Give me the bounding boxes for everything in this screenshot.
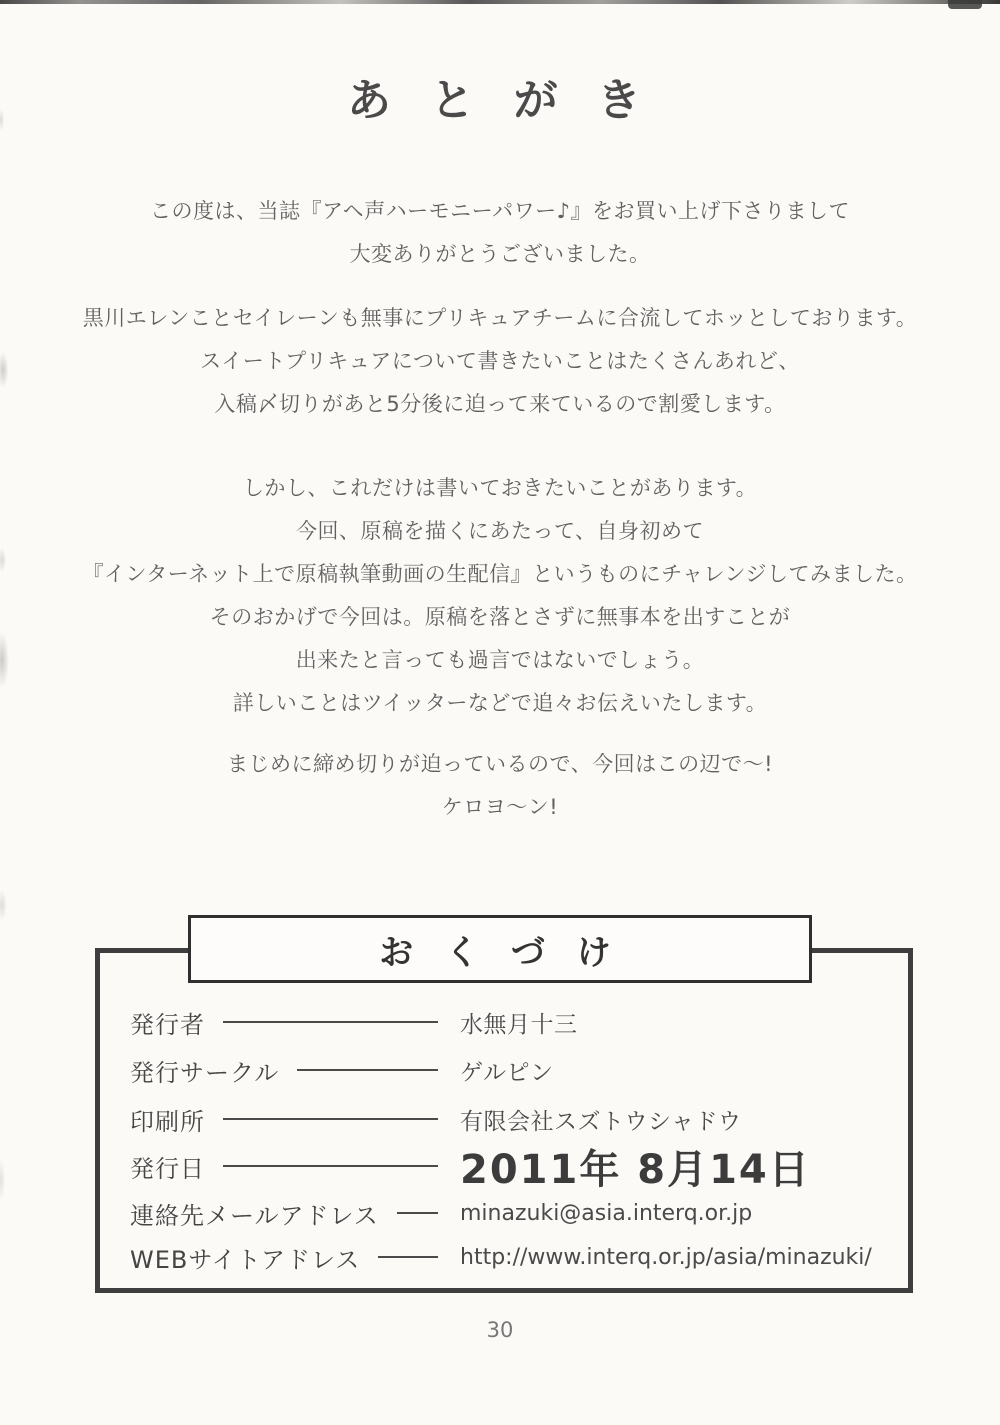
leader-line (297, 1069, 438, 1071)
paragraph-closing (0, 743, 1000, 829)
colophon-value-email: minazuki@asia.interq.or.jp (460, 1200, 753, 1226)
text-line: まじめに締め切りが迫っているので、今回はこの辺で〜! (227, 752, 773, 776)
colophon-label: 印刷所 (130, 1107, 205, 1136)
text-line: この度は、当誌『アヘ声ハーモニーパワー♪』をお買い上げ下さりまして (149, 199, 850, 223)
text-line: しかし、これだけは書いておきたいことがあります。 (242, 476, 758, 500)
colophon-value-url: http://www.interq.or.jp/asia/minazuki/ (460, 1244, 872, 1270)
colophon-label: 発行サークル (130, 1058, 280, 1087)
colophon-row-date (130, 1140, 892, 1192)
colophon-row-email (130, 1192, 892, 1234)
text-line: 詳しいことはツイッターなどで追々お伝えいたします。 (232, 691, 768, 715)
leader-line (223, 1165, 438, 1167)
colophon-label: 連絡先メールアドレス (130, 1201, 379, 1230)
leader-line (397, 1212, 438, 1214)
page-number: 30 (486, 1318, 514, 1342)
colophon-value: ゲルピン (460, 1059, 554, 1086)
text-line: 今回、原稿を描くにあたって、自身初めて (295, 519, 705, 543)
colophon-label: 発行日 (130, 1154, 205, 1183)
text-line: 入稿〆切りがあと5分後に迫って来ているので割愛します。 (214, 392, 786, 416)
colophon-row-website (130, 1236, 892, 1278)
colophon-value: 水無月十三 (460, 1011, 578, 1038)
scan-artifact-top-right-mark (948, 0, 982, 9)
colophon-value-date: 2011年 8月14日 (460, 1146, 811, 1193)
text-line: 大変ありがとうございました。 (349, 242, 651, 266)
leader-line (223, 1118, 438, 1120)
colophon-value: 有限会社スズトウシャドウ (460, 1108, 742, 1135)
text-line: 出来たと言っても過言ではないでしょう。 (295, 648, 705, 672)
text-line: 黒川エレンことセイレーンも無事にプリキュアチームに合流してホッとしております。 (82, 306, 918, 330)
colophon-label: WEBサイトアドレス (130, 1245, 361, 1274)
paragraph-precure (0, 297, 1000, 426)
scan-artifact-top-edge (0, 0, 1000, 4)
text-line: スイートプリキュアについて書きたいことはたくさんあれど、 (200, 349, 800, 373)
colophon-row-circle (130, 1049, 892, 1091)
text-line: ケロヨ〜ン! (441, 795, 559, 819)
text-line: そのおかげで今回は。原稿を落とさずに無事本を出すことが (209, 605, 791, 629)
paragraph-thanks (0, 190, 1000, 276)
leader-line (223, 1021, 438, 1023)
leader-line (378, 1256, 438, 1258)
colophon-row-printer (130, 1098, 892, 1140)
colophon-title: お く づ け (188, 915, 812, 983)
paragraph-streaming (0, 467, 1000, 725)
colophon-row-publisher (130, 1001, 892, 1043)
page-title: あ と が き (347, 75, 653, 126)
colophon-label: 発行者 (130, 1010, 205, 1039)
text-line: 『インターネット上で原稿執筆動画の生配信』というものにチャレンジしてみました。 (82, 562, 918, 586)
